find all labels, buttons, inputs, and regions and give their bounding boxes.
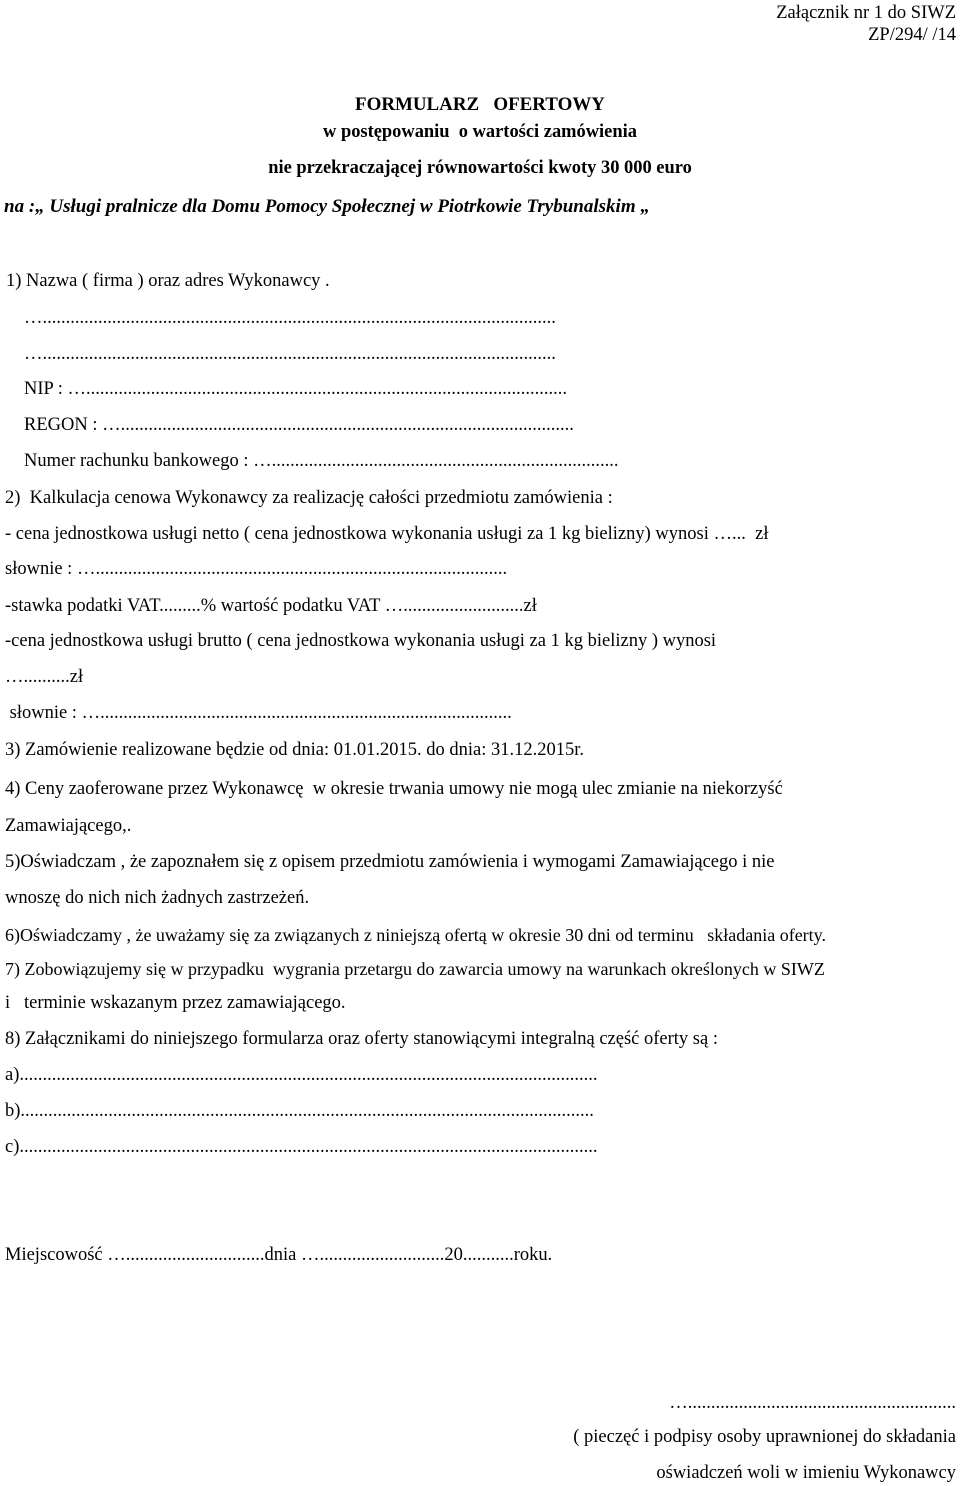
section-4-line-2: Zamawiającego,. [5, 816, 132, 836]
nip-field: NIP : …........................................................................................................ [24, 379, 568, 399]
signature-caption-1: ( pieczęć i podpisy osoby uprawnionej do składania [573, 1427, 956, 1447]
regon-field: REGON : ….................................................................................................. [24, 415, 574, 435]
section-6-statement: 6)Oświadczamy , że uważamy się za związanych z niniejszą ofertą w okresie 30 dni od terminu składania oferty. [5, 925, 827, 945]
section-2-heading: 2) Kalkulacja cenowa Wykonawcy za realizację całości przedmiotu zamówienia : [5, 488, 613, 508]
attachment-item-c: c)............................................................................................................................. [5, 1137, 598, 1157]
section-5-line-1: 5)Oświadczam , że zapoznałem się z opisem przedmiotu zamówienia i wymogami Zamawiającego i nie [5, 852, 775, 872]
contractor-name-field: …............................................................................................................... [24, 308, 556, 328]
form-subtitle-1: w postępowaniu o wartości zamówienia [323, 121, 637, 141]
contractor-address-field: …............................................................................................................... [24, 344, 556, 364]
section-7-line-2: i terminie wskazanym przez zamawiającego. [5, 993, 346, 1013]
reference-number: ZP/294/ /14 [868, 25, 956, 45]
section-3-period: 3) Zamówienie realizowane będzie od dnia: 01.01.2015. do dnia: 31.12.2015r. [5, 740, 585, 760]
net-price-line: - cena jednostkowa usługi netto ( cena jednostkowa wykonania usługi za 1 kg bielizny) wynosi …... zł [5, 524, 769, 544]
section-4-line-1: 4) Ceny zaoferowane przez Wykonawcę w okresie trwania umowy nie mogą ulec zmianie na niekorzyść [5, 779, 783, 799]
net-price-words: słownie : …......................................................................................... [5, 559, 508, 579]
gross-price-words: słownie : …......................................................................................... [5, 703, 512, 723]
attachment-label: Załącznik nr 1 do SIWZ [776, 3, 956, 23]
signature-line: ….......................................................... [669, 1393, 956, 1413]
attachment-item-b: b)............................................................................................................................ [5, 1101, 594, 1121]
section-7-line-1: 7) Zobowiązujemy się w przypadku wygrania przetargu do zawarcia umowy na warunkach określonych w SIWZ [5, 959, 825, 979]
section-8-heading: 8) Załącznikami do niniejszego formularza oraz oferty stanowiącymi integralną część oferty są : [5, 1029, 718, 1049]
vat-line: -stawka podatki VAT.........% wartość podatku VAT …..........................zł [5, 596, 537, 616]
bank-account-field: Numer rachunku bankowego : …........................................................................... [24, 451, 619, 471]
attachment-item-a: a)............................................................................................................................. [5, 1065, 598, 1085]
signature-caption-2: oświadczeń woli w imieniu Wykonawcy [656, 1463, 956, 1483]
gross-price-line: -cena jednostkowa usługi brutto ( cena jednostkowa wykonania usługi za 1 kg bielizny ) wynosi [5, 631, 717, 651]
form-subtitle-2: nie przekraczającej równowartości kwoty 30 000 euro [268, 157, 692, 177]
section-5-line-2: wnoszę do nich nich żadnych zastrzeżeń. [5, 888, 310, 908]
gross-price-value: …..........zł [5, 667, 84, 687]
section-1-heading: 1) Nazwa ( firma ) oraz adres Wykonawcy . [6, 271, 330, 291]
place-date-line: Miejscowość …..............................dnia …...........................20...........roku. [5, 1245, 553, 1265]
form-title: FORMULARZ OFERTOWY [355, 94, 605, 115]
procurement-subject: na :„ Usługi pralnicze dla Domu Pomocy Społecznej w Piotrkowie Trybunalskim „ [4, 196, 650, 217]
